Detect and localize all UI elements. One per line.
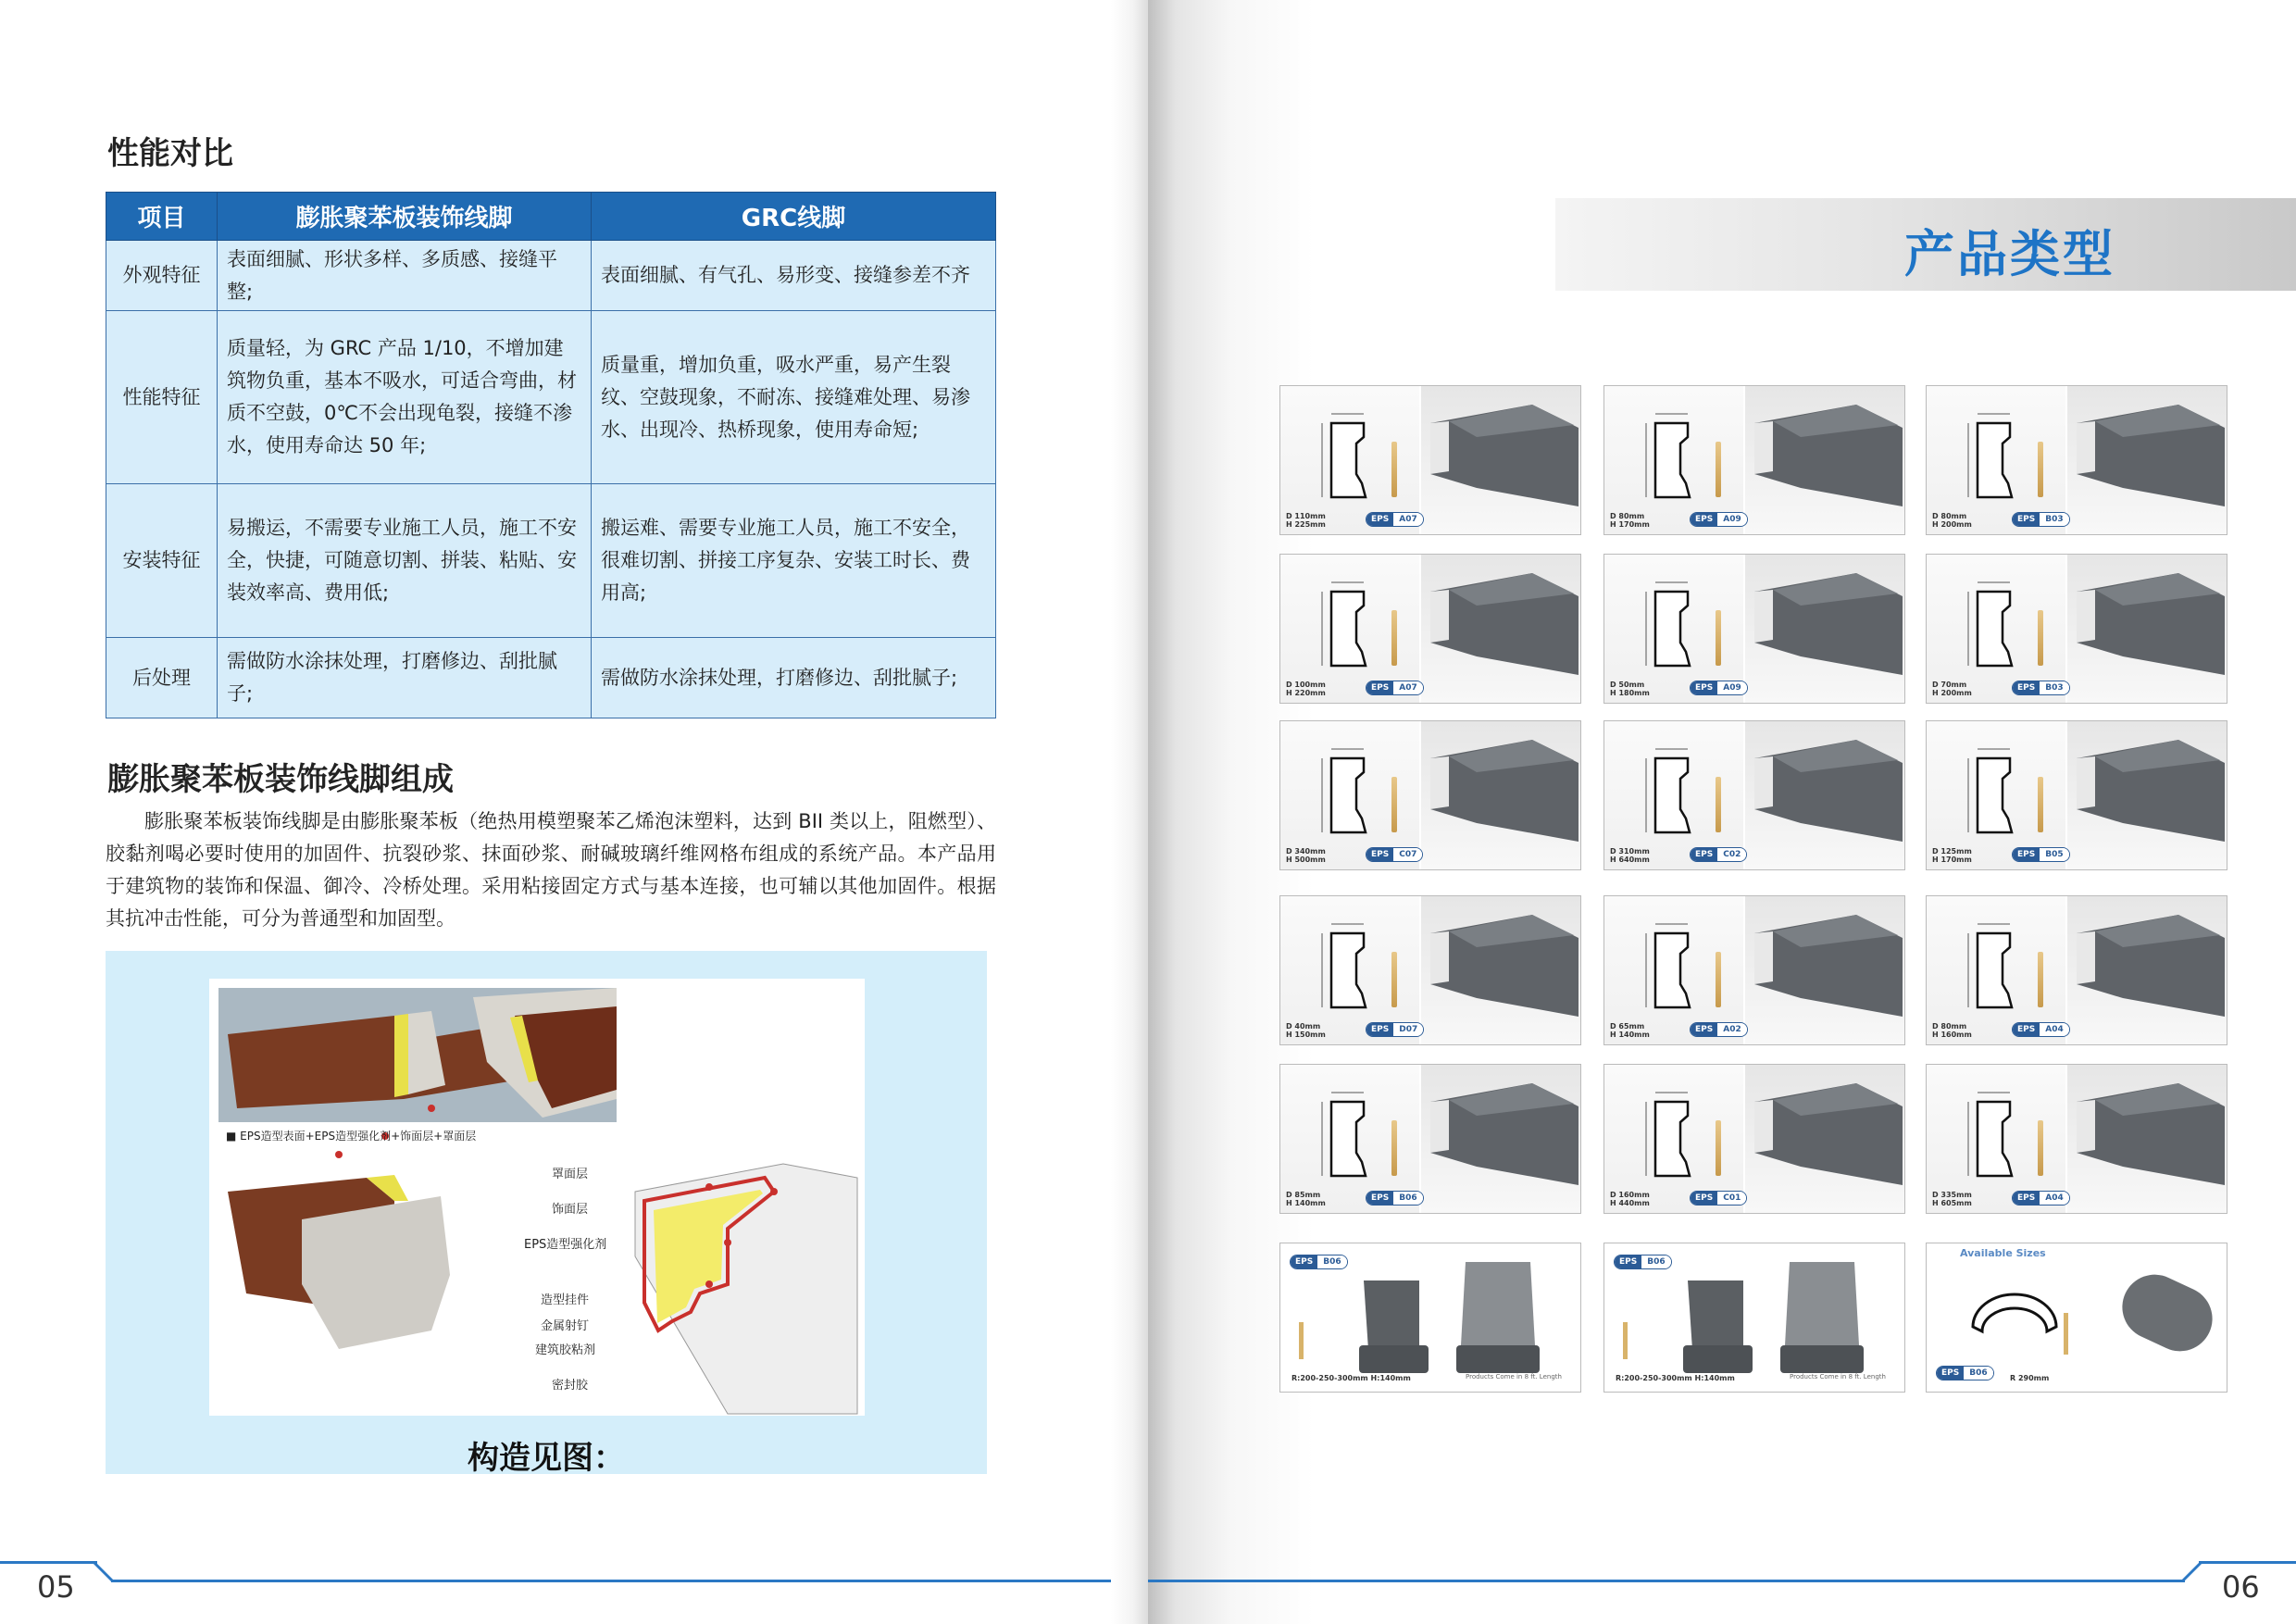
eps-cell: 易搬运，不需要专业施工人员，施工不安全，快捷，可随意切割、拼装、粘贴、安装效率高、费用低; xyxy=(218,484,592,638)
product-card[interactable] xyxy=(1926,895,2227,1045)
product-card[interactable] xyxy=(1926,720,2227,870)
molding-render xyxy=(1421,555,1581,703)
badge-prefix: EPS xyxy=(1366,848,1393,861)
badge-prefix: EPS xyxy=(1366,1023,1393,1036)
product-badge xyxy=(1366,1022,1424,1037)
product-badge xyxy=(2012,512,2070,527)
badge-code: A04 xyxy=(2040,1023,2069,1036)
length-note: Products Come in 8 ft. Length xyxy=(1466,1373,1562,1380)
table-row xyxy=(106,241,996,311)
badge-code: A02 xyxy=(1717,1023,1747,1036)
grc-cell: 表面细腻、有气孔、易形变、接缝参差不齐 xyxy=(592,241,996,311)
pencil-scale-icon xyxy=(2038,952,2043,1007)
product-badge xyxy=(1366,847,1423,862)
diagram-label: 建筑胶粘剂 xyxy=(535,1343,596,1357)
product-badge xyxy=(1690,512,1748,527)
badge-code: B06 xyxy=(1641,1255,1670,1268)
badge-prefix: EPS xyxy=(1691,513,1717,526)
molding-render xyxy=(1745,555,1905,703)
product-badge xyxy=(1936,1366,1994,1380)
product-card[interactable] xyxy=(1603,895,1905,1045)
molding-render xyxy=(2067,1065,2227,1213)
product-dimensions: D 310mm H 640mm xyxy=(1610,847,1650,864)
badge-prefix: EPS xyxy=(1366,1192,1393,1205)
title-band xyxy=(1555,198,2296,291)
right-page xyxy=(1148,0,2296,1624)
pencil-scale-icon xyxy=(1391,610,1397,666)
molding-render xyxy=(1745,1065,1905,1213)
diagram-label: 密封胶 xyxy=(552,1379,589,1393)
product-badge xyxy=(2012,847,2070,862)
product-dimensions: D 340mm H 500mm xyxy=(1286,847,1326,864)
pencil-scale-icon xyxy=(1716,442,1721,497)
product-badge xyxy=(1690,847,1747,862)
product-card[interactable] xyxy=(1279,720,1581,870)
molding-render xyxy=(2067,555,2227,703)
product-badge xyxy=(1366,681,1424,695)
available-sizes-title: Available Sizes xyxy=(1960,1247,2046,1259)
molding-render xyxy=(1421,386,1581,534)
product-badge xyxy=(1290,1255,1348,1269)
page-title: 产品类型 xyxy=(1904,225,2115,283)
badge-prefix: EPS xyxy=(1691,1192,1717,1205)
badge-code: B06 xyxy=(1317,1255,1346,1268)
section-heading-composition: 膨胀聚苯板装饰线脚组成 xyxy=(107,761,454,798)
product-badge xyxy=(1366,1191,1424,1206)
diagram-caption: 构造见图： xyxy=(468,1440,625,1477)
badge-code: A04 xyxy=(2040,1192,2069,1205)
diagram-label: 金属射钉 xyxy=(541,1319,590,1333)
column-product-card[interactable] xyxy=(1603,1243,1905,1393)
product-card[interactable] xyxy=(1926,385,2227,535)
table-row xyxy=(106,311,996,484)
badge-code: B05 xyxy=(2040,848,2068,861)
product-dimensions: D 100mm H 220mm xyxy=(1286,681,1326,697)
diagram-label: EPS造型强化剂 xyxy=(524,1238,607,1252)
badge-code: B06 xyxy=(1393,1192,1422,1205)
badge-code: C01 xyxy=(1717,1192,1746,1205)
molding-render xyxy=(1745,896,1905,1044)
molding-render xyxy=(2067,386,2227,534)
pencil-scale-icon xyxy=(1716,610,1721,666)
product-card[interactable] xyxy=(1279,554,1581,704)
product-badge xyxy=(2012,1022,2070,1037)
badge-prefix: EPS xyxy=(1937,1367,1964,1380)
product-badge xyxy=(1366,512,1424,527)
table-row xyxy=(106,484,996,638)
molding-render xyxy=(2067,896,2227,1044)
table-header-row xyxy=(106,193,996,241)
badge-prefix: EPS xyxy=(2013,1192,2040,1205)
pencil-scale-icon xyxy=(1391,1120,1397,1176)
footer-line xyxy=(0,1561,97,1564)
eps-cell: 需做防水涂抹处理，打磨修边、刮批腻子; xyxy=(218,638,592,718)
row-label: 外观特征 xyxy=(106,241,218,311)
badge-code: A09 xyxy=(1717,513,1747,526)
product-badge xyxy=(1614,1255,1672,1269)
product-badge xyxy=(1690,1191,1747,1206)
product-dimensions: D 160mm H 440mm xyxy=(1610,1191,1650,1207)
row-label: 安装特征 xyxy=(106,484,218,638)
pencil-scale-icon xyxy=(2038,777,2043,832)
diagram-label: 罩面层 xyxy=(552,1168,589,1181)
badge-prefix: EPS xyxy=(2013,1023,2040,1036)
footer-line-bend xyxy=(2180,1555,2208,1583)
product-dimensions: D 80mm H 160mm xyxy=(1932,1022,1972,1039)
pencil-scale-icon xyxy=(2038,442,2043,497)
eps-cell: 质量轻，为 GRC 产品 1/10，不增加建筑物负重，基本不吸水，可适合弯曲，材质不空鼓，0℃不会出现龟裂，接缝不渗水，使用寿命达 50 年; xyxy=(218,311,592,484)
molding-render xyxy=(1745,386,1905,534)
product-card[interactable] xyxy=(1926,1064,2227,1214)
pencil-scale-icon xyxy=(1716,1120,1721,1176)
badge-prefix: EPS xyxy=(1691,848,1717,861)
diagram-label: 饰面层 xyxy=(552,1203,589,1217)
badge-code: C07 xyxy=(1393,848,1422,861)
badge-code: B03 xyxy=(2040,681,2068,694)
badge-prefix: EPS xyxy=(1691,681,1717,694)
pencil-scale-icon xyxy=(1391,442,1397,497)
table-header: 项目 xyxy=(106,193,218,241)
badge-code: B06 xyxy=(1964,1367,1992,1380)
molding-render xyxy=(1421,1065,1581,1213)
badge-prefix: EPS xyxy=(2013,513,2040,526)
product-badge xyxy=(2012,1191,2070,1206)
badge-prefix: EPS xyxy=(1366,513,1393,526)
pencil-scale-icon xyxy=(1716,952,1721,1007)
section-heading-compare: 性能对比 xyxy=(107,135,233,172)
product-card[interactable] xyxy=(1603,1064,1905,1214)
column-product-card[interactable] xyxy=(1279,1243,1581,1393)
footer-line xyxy=(111,1580,1111,1582)
badge-code: D07 xyxy=(1393,1023,1423,1036)
badge-code: A09 xyxy=(1717,681,1747,694)
molding-render xyxy=(1745,721,1905,869)
product-dimensions: D 110mm H 225mm xyxy=(1286,512,1326,529)
available-caption: R 290mm xyxy=(2010,1374,2050,1382)
molding-render xyxy=(2067,721,2227,869)
badge-prefix: EPS xyxy=(1615,1255,1641,1268)
product-card[interactable] xyxy=(1603,720,1905,870)
pencil-scale-icon xyxy=(1716,777,1721,832)
eps-cell: 表面细腻、形状多样、多质感、接缝平整; xyxy=(218,241,592,311)
badge-code: A07 xyxy=(1393,681,1423,694)
product-dimensions: D 40mm H 150mm xyxy=(1286,1022,1326,1039)
badge-code: B03 xyxy=(2040,513,2068,526)
product-card[interactable] xyxy=(1603,385,1905,535)
product-card[interactable] xyxy=(1279,895,1581,1045)
construction-diagram xyxy=(209,979,865,1416)
pencil-scale-icon xyxy=(2038,1120,2043,1176)
table-row xyxy=(106,638,996,718)
product-dimensions: D 125mm H 170mm xyxy=(1932,847,1972,864)
product-badge xyxy=(1690,681,1748,695)
badge-prefix: EPS xyxy=(2013,848,2040,861)
molding-render xyxy=(1421,896,1581,1044)
available-sizes-card[interactable] xyxy=(1926,1243,2227,1393)
book-spine-shadow xyxy=(1111,0,1148,1624)
grc-cell: 需做防水涂抹处理，打磨修边、刮批腻子; xyxy=(592,638,996,718)
page-number: 05 xyxy=(37,1569,75,1605)
product-dimensions: D 50mm H 180mm xyxy=(1610,681,1650,697)
diagram-label: 造型挂件 xyxy=(541,1293,590,1307)
product-dimensions: D 65mm H 140mm xyxy=(1610,1022,1650,1039)
page-number: 06 xyxy=(2222,1569,2260,1605)
product-dimensions: D 80mm H 200mm xyxy=(1932,512,1972,529)
product-card[interactable] xyxy=(1603,554,1905,704)
product-dimensions: D 80mm H 170mm xyxy=(1610,512,1650,529)
product-dimensions: D 85mm H 140mm xyxy=(1286,1191,1326,1207)
comparison-table xyxy=(106,192,996,718)
badge-code: A07 xyxy=(1393,513,1423,526)
row-label: 后处理 xyxy=(106,638,218,718)
grc-cell: 搬运难、需要专业施工人员，施工不安全，很难切割、拼接工序复杂、安装工时长、费用高; xyxy=(592,484,996,638)
badge-code: C02 xyxy=(1717,848,1746,861)
table-header: 膨胀聚苯板装饰线脚 xyxy=(218,193,592,241)
diagram-legend-title: ■ EPS造型表面+EPS造型强化剂+饰面层+罩面层 xyxy=(226,1130,477,1143)
construction-diagram-panel xyxy=(106,951,987,1477)
badge-prefix: EPS xyxy=(1291,1255,1317,1268)
footer-line xyxy=(1148,1580,2185,1582)
badge-prefix: EPS xyxy=(1691,1023,1717,1036)
column-caption: R:200-250-300mm H:140mm xyxy=(1616,1374,1735,1382)
row-label: 性能特征 xyxy=(106,311,218,484)
pencil-scale-icon xyxy=(1391,777,1397,832)
product-badge xyxy=(1690,1022,1748,1037)
column-caption: R:200-250-300mm H:140mm xyxy=(1292,1374,1411,1382)
pencil-scale-icon xyxy=(1391,952,1397,1007)
product-badge xyxy=(2012,681,2070,695)
badge-prefix: EPS xyxy=(1366,681,1393,694)
molding-render xyxy=(1421,721,1581,869)
footer-line xyxy=(2199,1561,2296,1564)
product-dimensions: D 335mm H 605mm xyxy=(1932,1191,1972,1207)
composition-paragraph: 膨胀聚苯板装饰线脚是由膨胀聚苯板（绝热用模塑聚苯乙烯泡沫塑料，达到 BII 类以上，阻燃型）、胶黏剂喝必要时使用的加固件、抗裂砂浆、抹面砂浆、耐碱玻璃纤维网格布组成的系统产品。本产品用于建筑物的装饰和保温、御冷、冷桥处理。采用粘接固定方式与基本连接，也可辅以其他加固件。根据其抗冲击性能，可分为普通型和加固型。 xyxy=(106,810,996,930)
length-note: Products Come in 8 ft. Length xyxy=(1790,1373,1886,1380)
product-card[interactable] xyxy=(1926,554,2227,704)
badge-prefix: EPS xyxy=(2013,681,2040,694)
pencil-scale-icon xyxy=(2038,610,2043,666)
grc-cell: 质量重，增加负重，吸水严重，易产生裂纹、空鼓现象，不耐冻、接缝难处理、易渗水、出现冷、热桥现象，使用寿命短; xyxy=(592,311,996,484)
table-header: GRC线脚 xyxy=(592,193,996,241)
product-card[interactable] xyxy=(1279,385,1581,535)
product-dimensions: D 70mm H 200mm xyxy=(1932,681,1972,697)
product-card[interactable] xyxy=(1279,1064,1581,1214)
